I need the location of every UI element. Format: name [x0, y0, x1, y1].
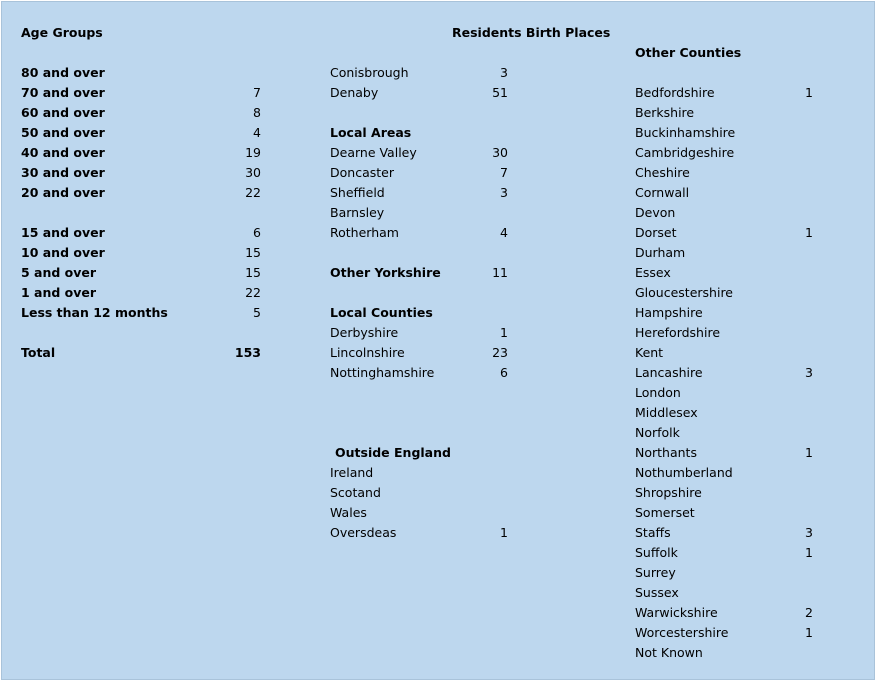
- local-county-value: 1: [500, 325, 508, 340]
- age-group-value: 15: [245, 265, 261, 280]
- age-group-value: 8: [253, 105, 261, 120]
- local-county-value: 6: [500, 365, 508, 380]
- local-areas-heading: Local Areas: [330, 125, 412, 140]
- age-group-label: 10 and over: [21, 245, 105, 260]
- local-area-label: Rotherham: [330, 225, 399, 240]
- age-groups-total-value: 153: [234, 345, 261, 360]
- birth-place-value: 51: [492, 85, 508, 100]
- age-group-value: 15: [245, 245, 261, 260]
- local-county-label: Nottinghamshire: [330, 365, 435, 380]
- local-county-label: Lincolnshire: [330, 345, 405, 360]
- age-groups-total-label: Total: [21, 345, 56, 360]
- age-group-label: 30 and over: [21, 165, 105, 180]
- county-label: Worcestershire: [635, 625, 729, 640]
- local-area-label: Doncaster: [330, 165, 394, 180]
- county-label: Essex: [635, 265, 671, 280]
- county-label: Hampshire: [635, 305, 703, 320]
- local-county-value: 23: [492, 345, 508, 360]
- county-label: Cambridgeshire: [635, 145, 735, 160]
- spreadsheet-area: [1, 1, 875, 680]
- birth-place-value: 3: [500, 65, 508, 80]
- birth-place-label: Denaby: [330, 85, 379, 100]
- local-area-label: Sheffield: [330, 185, 385, 200]
- local-county-label: Derbyshire: [330, 325, 399, 340]
- local-area-value: 4: [500, 225, 508, 240]
- county-label: Lancashire: [635, 365, 703, 380]
- age-group-value: 30: [245, 165, 261, 180]
- age-group-value: 6: [253, 225, 261, 240]
- county-value: 1: [805, 225, 813, 240]
- county-label: London: [635, 385, 681, 400]
- outside-england-value: 1: [500, 525, 508, 540]
- other-counties-heading: Other Counties: [635, 45, 742, 60]
- outside-england-label: Oversdeas: [330, 525, 397, 540]
- county-label: Devon: [635, 205, 676, 220]
- county-label: Herefordshire: [635, 325, 721, 340]
- age-group-value: 7: [253, 85, 261, 100]
- county-label: Nothumberland: [635, 465, 733, 480]
- outside-england-label: Wales: [330, 505, 367, 520]
- county-label: Berkshire: [635, 105, 695, 120]
- age-group-label: 40 and over: [21, 145, 105, 160]
- age-group-label: 50 and over: [21, 125, 105, 140]
- county-value: 1: [805, 445, 813, 460]
- county-label: Cornwall: [635, 185, 690, 200]
- county-label: Sussex: [635, 585, 679, 600]
- other-yorkshire-label: Other Yorkshire: [330, 265, 441, 280]
- county-value: 1: [805, 625, 813, 640]
- outside-england-label: Scotand: [330, 485, 381, 500]
- local-counties-heading: Local Counties: [330, 305, 433, 320]
- county-label: Norfolk: [635, 425, 680, 440]
- outside-england-label: Ireland: [330, 465, 374, 480]
- outside-england-heading: Outside England: [335, 445, 451, 460]
- age-group-label: 15 and over: [21, 225, 105, 240]
- county-label: Dorset: [635, 225, 677, 240]
- birth-places-heading: Residents Birth Places: [452, 25, 611, 40]
- age-group-label: 20 and over: [21, 185, 105, 200]
- age-group-label: 80 and over: [21, 65, 105, 80]
- county-value: 3: [805, 525, 813, 540]
- local-area-value: 7: [500, 165, 508, 180]
- county-label: Somerset: [635, 505, 695, 520]
- age-group-label: 5 and over: [21, 265, 97, 280]
- county-label: Gloucestershire: [635, 285, 733, 300]
- county-label: Surrey: [635, 565, 676, 580]
- local-area-value: 30: [492, 145, 508, 160]
- local-area-label: Barnsley: [330, 205, 385, 220]
- birth-place-label: Conisbrough: [330, 65, 409, 80]
- county-label: Middlesex: [635, 405, 698, 420]
- age-group-label: 60 and over: [21, 105, 105, 120]
- county-value: 3: [805, 365, 813, 380]
- county-label: Staffs: [635, 525, 671, 540]
- age-group-label: 70 and over: [21, 85, 105, 100]
- local-area-label: Dearne Valley: [330, 145, 417, 160]
- county-label: Durham: [635, 245, 686, 260]
- age-group-value: 5: [253, 305, 261, 320]
- age-group-value: 19: [245, 145, 261, 160]
- age-group-value: 4: [253, 125, 261, 140]
- age-group-label: 1 and over: [21, 285, 97, 300]
- other-yorkshire-value: 11: [492, 265, 508, 280]
- county-value: 1: [805, 85, 813, 100]
- county-label: Not Known: [635, 645, 703, 660]
- county-value: 2: [805, 605, 813, 620]
- county-label: Shropshire: [635, 485, 702, 500]
- age-group-value: 22: [245, 285, 261, 300]
- age-groups-heading: Age Groups: [21, 25, 103, 40]
- county-label: Northants: [635, 445, 697, 460]
- age-group-label: Less than 12 months: [21, 305, 168, 320]
- local-area-value: 3: [500, 185, 508, 200]
- county-label: Suffolk: [635, 545, 678, 560]
- age-group-value: 22: [245, 185, 261, 200]
- county-label: Buckinhamshire: [635, 125, 736, 140]
- county-label: Cheshire: [635, 165, 690, 180]
- county-label: Warwickshire: [635, 605, 718, 620]
- county-label: Bedfordshire: [635, 85, 715, 100]
- county-value: 1: [805, 545, 813, 560]
- county-label: Kent: [635, 345, 664, 360]
